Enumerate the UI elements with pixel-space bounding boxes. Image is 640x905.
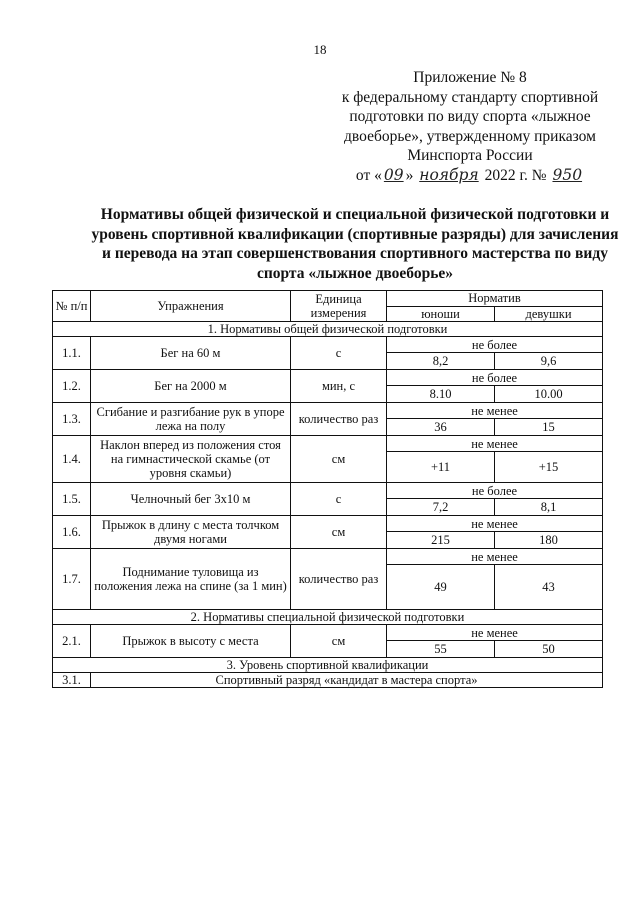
value-girls: 15 <box>495 419 603 436</box>
row-unit: мин, с <box>291 370 387 403</box>
row-unit: количество раз <box>291 403 387 436</box>
title-line: и перевода на этап совершенствования спортивного мастерства по виду <box>102 245 608 262</box>
row-unit: с <box>291 483 387 516</box>
appendix-block <box>330 68 610 185</box>
value-girls: 8,1 <box>495 499 603 516</box>
row-number: 3.1. <box>53 673 91 688</box>
section-row <box>53 322 603 337</box>
header-exercise: Упражнения <box>91 291 291 322</box>
row-exercise: Прыжок в высоту с места <box>91 625 291 658</box>
appendix-title: Приложение № 8 <box>413 69 527 86</box>
handwritten-month: ноября <box>419 165 479 184</box>
row-condition: не более <box>387 483 603 499</box>
date-quote: » <box>405 166 414 184</box>
value-boys: 36 <box>387 419 495 436</box>
document-title <box>90 205 620 283</box>
appendix-line: к федеральному стандарту спортивной <box>341 88 599 106</box>
date-year: 2022 г. № <box>484 166 547 184</box>
table-row <box>53 370 603 386</box>
header-boys: юноши <box>387 306 495 322</box>
row-condition: не более <box>387 337 603 353</box>
header-number: № п/п <box>53 291 91 322</box>
value-boys: 8,2 <box>387 353 495 370</box>
table-row <box>53 483 603 499</box>
header-unit: Единица измерения <box>291 291 387 322</box>
value-boys: 8.10 <box>387 386 495 403</box>
row-exercise: Бег на 2000 м <box>91 370 291 403</box>
table-row <box>53 436 603 452</box>
appendix-line: подготовки по виду спорта «лыжное <box>349 108 591 125</box>
header-girls: девушки <box>495 306 603 322</box>
section-title: 1. Нормативы общей физической подготовки <box>53 322 603 337</box>
standards-table <box>52 290 603 688</box>
appendix-line: Минспорта России <box>407 147 533 164</box>
order-date-line <box>330 166 610 186</box>
row-exercise: Челночный бег 3х10 м <box>91 483 291 516</box>
row-condition: не менее <box>387 549 603 565</box>
row-number: 1.1. <box>53 337 91 370</box>
table-row <box>53 625 603 641</box>
table-row <box>53 673 603 688</box>
table-row <box>53 403 603 419</box>
row-number: 1.5. <box>53 483 91 516</box>
handwritten-day: 09 <box>383 165 404 184</box>
header-row <box>53 291 603 307</box>
value-girls: 43 <box>495 565 603 610</box>
row-number: 1.7. <box>53 549 91 610</box>
row-number: 1.6. <box>53 516 91 549</box>
row-number: 1.3. <box>53 403 91 436</box>
row-number: 1.4. <box>53 436 91 483</box>
title-line: спорта «лыжное двоеборье» <box>256 264 454 282</box>
value-girls: 10.00 <box>495 386 603 403</box>
row-unit: см <box>291 516 387 549</box>
value-boys: 49 <box>387 565 495 610</box>
value-boys: 7,2 <box>387 499 495 516</box>
row-number: 1.2. <box>53 370 91 403</box>
title-line: уровень спортивной квалификации (спортивные разряды) для зачисления <box>91 225 619 243</box>
section-row <box>53 658 603 673</box>
table-row <box>53 516 603 532</box>
row-exercise: Прыжок в длину с места толчком двумя ногами <box>91 516 291 549</box>
row-exercise: Сгибание и разгибание рук в упоре лежа на полу <box>91 403 291 436</box>
row-unit: см <box>291 625 387 658</box>
row-condition: не более <box>387 370 603 386</box>
value-girls: 180 <box>495 532 603 549</box>
section-title: 2. Нормативы специальной физической подготовки <box>53 610 603 625</box>
row-unit: количество раз <box>291 549 387 610</box>
value-boys: 55 <box>387 641 495 658</box>
row-unit: см <box>291 436 387 483</box>
section-title: 3. Уровень спортивной квалификации <box>53 658 603 673</box>
page-number: 18 <box>313 42 327 57</box>
title-line: Нормативы общей физической и специальной физической подготовки и <box>100 206 610 223</box>
row-condition: не менее <box>387 625 603 641</box>
row-condition: не менее <box>387 516 603 532</box>
value-girls: 9,6 <box>495 353 603 370</box>
row-unit: с <box>291 337 387 370</box>
row-qualification: Спортивный разряд «кандидат в мастера спорта» <box>91 673 603 688</box>
value-boys: 215 <box>387 532 495 549</box>
value-girls: +15 <box>495 452 603 483</box>
value-boys: +11 <box>387 452 495 483</box>
row-exercise: Поднимание туловища из положения лежа на спине (за 1 мин) <box>91 549 291 610</box>
section-row <box>53 610 603 625</box>
row-number: 2.1. <box>53 625 91 658</box>
header-norm: Норматив <box>387 291 603 307</box>
row-condition: не менее <box>387 403 603 419</box>
table-row <box>53 337 603 353</box>
row-exercise: Наклон вперед из положения стоя на гимнастической скамье (от уровня скамьи) <box>91 436 291 483</box>
appendix-line: двоеборье», утвержденному приказом <box>344 127 596 145</box>
table-row <box>53 549 603 565</box>
handwritten-order-number: 950 <box>552 165 583 184</box>
row-condition: не менее <box>387 436 603 452</box>
row-exercise: Бег на 60 м <box>91 337 291 370</box>
value-girls: 50 <box>495 641 603 658</box>
date-prefix: от « <box>355 166 382 184</box>
